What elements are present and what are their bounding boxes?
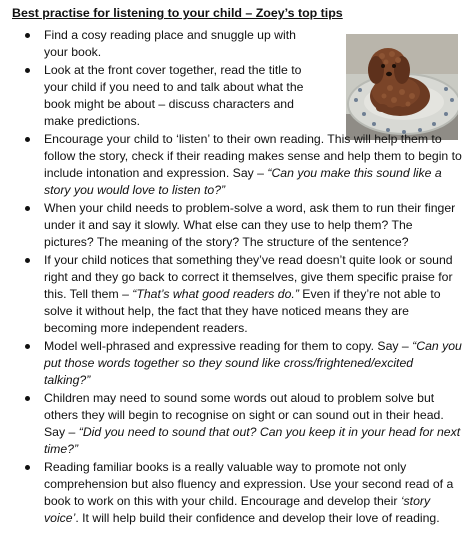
bullet-icon xyxy=(25,206,30,211)
tip-item xyxy=(8,459,462,527)
tip-item xyxy=(8,338,462,389)
tip-quote: ‘story voice’ xyxy=(44,494,431,525)
bullet-icon xyxy=(25,465,30,470)
tip-item xyxy=(8,62,462,130)
bullet-icon xyxy=(25,396,30,401)
tip-text: Model well-phrased and expressive reading for them to copy. Say – xyxy=(44,339,413,353)
bullet-icon xyxy=(25,137,30,142)
tip-item xyxy=(8,390,462,458)
tip-quote: “That’s what good readers do.” xyxy=(132,287,299,301)
tip-text-after: Even if they’re not able to solve it without help, the fact that they have noticed means they are becoming more independent readers. xyxy=(44,287,441,335)
tip-item xyxy=(8,200,462,251)
bullet-icon xyxy=(25,68,30,73)
tip-quote: “Can you make this sound like a story you would love to listen to?” xyxy=(44,166,442,197)
tip-text-after: . It will help build their confidence and develop their love of reading. xyxy=(75,511,440,525)
bullet-icon xyxy=(25,258,30,263)
document-title: Best practise for listening to your child – Zoey’s top tips xyxy=(12,6,343,20)
tip-text: Look at the front cover together, read the title to your child if you need to and talk about what the book might be about – discuss characters and make predictions. xyxy=(44,63,304,128)
bullet-icon xyxy=(25,33,30,38)
tip-quote: “Can you put those words together so they sound like cross/frightened/excited talking?” xyxy=(44,339,462,387)
tip-text: Reading familiar books is a really valuable way to promote not only comprehension but also fluency and expression. Use your second read of a book to work on this with your child. Encourage and develop their xyxy=(44,460,454,508)
tip-text: Encourage your child to ‘listen’ to their own reading. This will help them to follow the story, check if their reading makes sense and help them to begin to include intonation and expression. Say – xyxy=(44,132,462,180)
tip-text: Children may need to sound some words out aloud to problem solve but others they will begin to recognise on sight or can sound out in their head. Say – xyxy=(44,391,444,439)
tip-text: When your child needs to problem-solve a word, ask them to run their finger under it and say it slowly. What else can they use to help them? The pictures? The meaning of the story? The structure of the sentence? xyxy=(44,201,456,249)
tip-text: If your child notices that something they’ve read doesn’t quite look or sound right and they go back to correct it themselves, give them specific praise for this. Tell them – xyxy=(44,253,453,301)
bullet-icon xyxy=(25,344,30,349)
tip-text: Find a cosy reading place and snuggle up with your book. xyxy=(44,28,296,59)
tip-item xyxy=(8,131,462,199)
tip-quote: “Did you need to sound that out? Can you keep it in your head for next time?” xyxy=(44,425,461,456)
tip-item xyxy=(8,252,462,337)
tips-list xyxy=(8,27,462,527)
tip-item xyxy=(8,27,462,61)
